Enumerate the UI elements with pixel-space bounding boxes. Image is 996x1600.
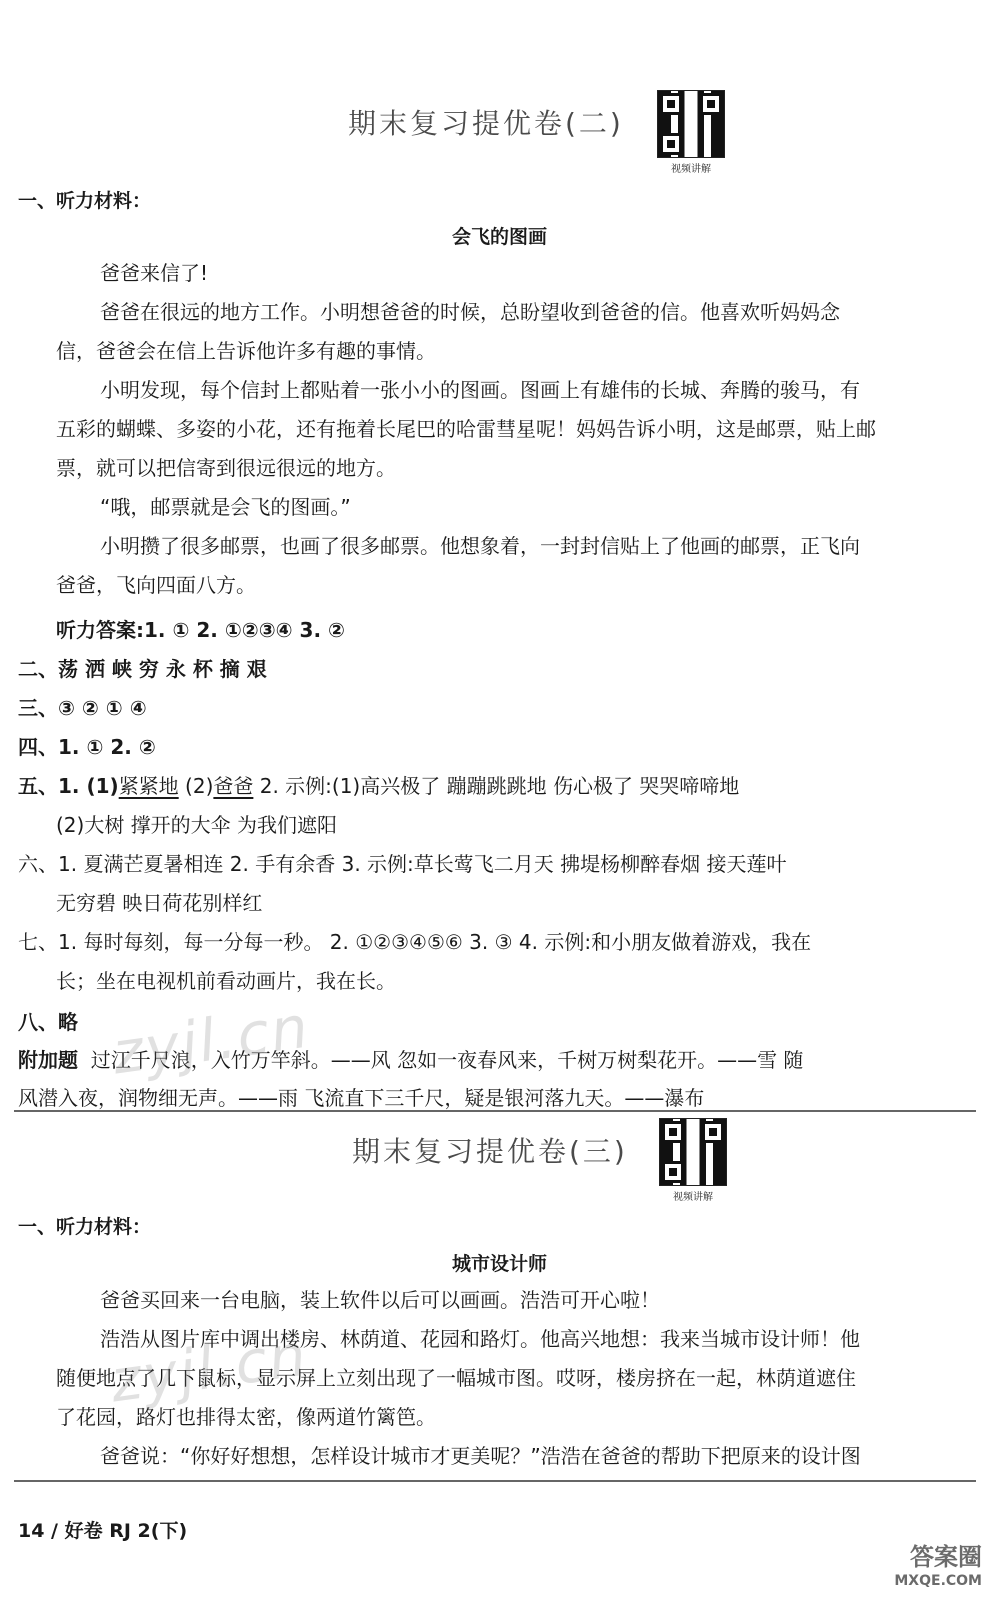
section2-story-title: 会飞的图画 [452, 226, 548, 248]
underlined-answer: 紧紧地 [118, 774, 179, 798]
section3-title: 期末复习提优卷(三) [352, 1135, 628, 1168]
section3-paragraph: 浩浩从图片库中调出楼房、林荫道、花园和路灯。他高兴地想：我来当城市设计师！他 [100, 1327, 860, 1351]
watermark: zyjl.cn [108, 992, 314, 1088]
section2-paragraph: 爸爸，飞向四面八方。 [56, 573, 256, 597]
watermark: zyjl.cn [106, 1320, 312, 1416]
qr-code-icon [657, 90, 725, 158]
answer-part6-line1: 六、1. 夏满芒夏暑相连 2. 手有余香 3. 示例:草长莺飞二月天 拂堤杨柳醉春烟 接天莲叶 [18, 852, 787, 876]
section3-paragraph: 随便地点了几下鼠标，显示屏上立刻出现了一幅城市图。哎呀，楼房挤在一起，林荫道遮住 [56, 1366, 856, 1390]
section3-qr[interactable] [659, 1118, 727, 1203]
answer-part8: 八、略 [18, 1010, 78, 1034]
section3-paragraph: 爸爸说：“你好好想想，怎样设计城市才更美呢？”浩浩在爸爸的帮助下把原来的设计图 [100, 1444, 861, 1468]
section2-paragraph: 小明发现，每个信封上都贴着一张小小的图画。图画上有雄伟的长城、奔腾的骏马，有 [100, 378, 860, 402]
section2-qr[interactable] [657, 90, 725, 175]
section3-paragraph: 爸爸买回来一台电脑，装上软件以后可以画画。浩浩可开心啦！ [100, 1288, 660, 1312]
answer-part7-line2: 长；坐在电视机前看动画片，我在长。 [56, 969, 396, 993]
answer-part7-line1: 七、1. 每时每刻，每一分每一秒。 2. ①②③④⑤⑥ 3. ③ 4. 示例:和小朋友做着游戏，我在 [18, 930, 812, 954]
qr-code-icon [659, 1118, 727, 1186]
section2-paragraph: 小明攒了很多邮票，也画了很多邮票。他想象着，一封封信贴上了他画的邮票，正飞向 [100, 534, 860, 558]
section3-part1-label: 一、听力材料： [18, 1216, 152, 1238]
answer-part4: 四、1. ① 2. ② [18, 735, 156, 759]
section2-paragraph: 爸爸来信了! [100, 261, 209, 285]
section-divider [14, 1110, 976, 1112]
section2-paragraph: 五彩的蝴蝶、多姿的小花，还有拖着长尾巴的哈雷彗星呢！妈妈告诉小明，这是邮票，贴上邮 [56, 417, 876, 441]
section2-title: 期末复习提优卷(二) [348, 107, 624, 140]
corner-logo [894, 1542, 982, 1590]
underlined-answer: 爸爸 [213, 774, 254, 798]
section2-paragraph: 爸爸在很远的地方工作。小明想爸爸的时候，总盼望收到爸爸的信。他喜欢听妈妈念 [100, 300, 840, 324]
qr-caption: 视频讲解 [673, 1192, 713, 1203]
section2-part1-label: 一、听力材料： [18, 190, 152, 212]
corner-logo-top: 答案圈 [910, 1543, 982, 1571]
answer-part5-line2: (2)大树 撑开的大伞 为我们遮阳 [56, 813, 338, 837]
bonus-line1: 附加题 过江千尺浪，入竹万竿斜。——风 忽如一夜春风来，千树万树梨花开。——雪 随 [18, 1048, 804, 1072]
section2-paragraph: “哦，邮票就是会飞的图画。” [100, 495, 351, 519]
answer-part2: 二、荡 洒 峡 穷 永 杯 摘 艰 [18, 657, 267, 681]
answer-part3: 三、③ ② ① ④ [18, 696, 147, 720]
answer-part5-line1: 五、1. (1)紧紧地 (2)爸爸 2. 示例:(1)高兴极了 蹦蹦跳跳地 伤心极了 哭哭啼啼地 [18, 774, 740, 798]
answer-part6-line2: 无穷碧 映日荷花别样红 [56, 891, 263, 915]
corner-logo-bottom: MXQE.COM [894, 1573, 982, 1589]
bonus-line2: 风潜入夜，润物细无声。——雨 飞流直下三千尺，疑是银河落九天。——瀑布 [18, 1086, 705, 1110]
qr-caption: 视频讲解 [671, 164, 711, 175]
section3-paragraph: 了花园，路灯也排得太密，像两道竹篱笆。 [56, 1405, 436, 1429]
section2-paragraph: 信，爸爸会在信上告诉他许多有趣的事情。 [56, 339, 436, 363]
footer-divider [14, 1480, 976, 1482]
section2-paragraph: 票，就可以把信寄到很远很远的地方。 [56, 456, 396, 480]
listening-answer: 听力答案:1. ① 2. ①②③④ 3. ② [56, 618, 345, 642]
section3-story-title: 城市设计师 [452, 1253, 548, 1275]
page-footer: 14 / 好卷 RJ 2(下) [18, 1520, 188, 1542]
